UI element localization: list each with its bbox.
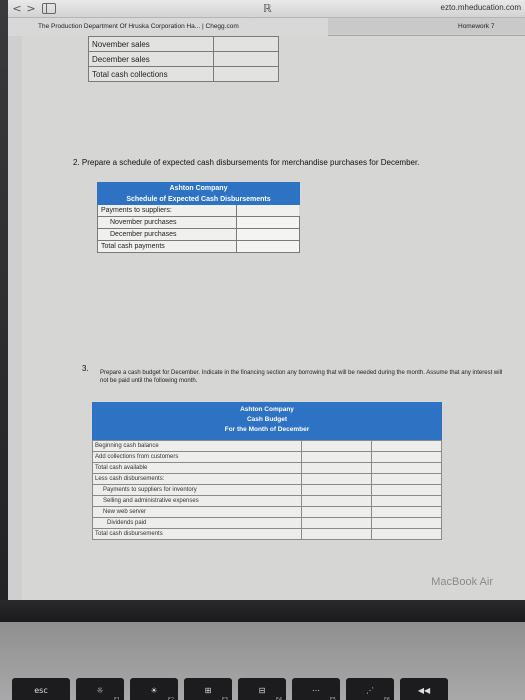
- amount-input[interactable]: [372, 452, 442, 463]
- amount-input[interactable]: [372, 441, 442, 452]
- row-label: Selling and administrative expenses: [93, 496, 302, 507]
- amount-input[interactable]: [214, 67, 279, 82]
- amount-input[interactable]: [372, 463, 442, 474]
- tab-homework[interactable]: Homework 7: [458, 23, 495, 30]
- amount-input[interactable]: [237, 241, 300, 253]
- row-label: Add collections from customers: [93, 452, 302, 463]
- device-label: MacBook Air: [431, 576, 493, 588]
- table-row: [93, 496, 442, 507]
- back-button[interactable]: <: [12, 2, 22, 15]
- esc-key[interactable]: [12, 678, 70, 700]
- blank-cell: [372, 507, 442, 518]
- amount-input[interactable]: [302, 441, 372, 452]
- amount-input[interactable]: [372, 529, 442, 540]
- rewind-icon: ◀◀: [417, 686, 431, 695]
- table-row: [93, 463, 442, 474]
- amount-input[interactable]: [302, 463, 372, 474]
- row-label: Dividends paid: [93, 518, 302, 529]
- amount-input[interactable]: [237, 217, 300, 229]
- key-sublabel: F3: [221, 697, 228, 700]
- amount-input[interactable]: [302, 496, 372, 507]
- table-row: [93, 485, 442, 496]
- blank-cell: [302, 474, 372, 485]
- keyboard-light-down-key[interactable]: [292, 678, 340, 700]
- forward-button[interactable]: >: [26, 2, 36, 15]
- table-row: [93, 452, 442, 463]
- launchpad-key[interactable]: [238, 678, 286, 700]
- table-row: [98, 205, 300, 217]
- brightness-down-key[interactable]: [76, 678, 124, 700]
- reader-icon[interactable]: ℝ: [263, 2, 272, 15]
- question-3-text: Prepare a cash budget for December. Indicate in the financing section any borrowing that will be needed during the month. Assume that any interest will not be paid until the following month.: [100, 370, 503, 384]
- row-label: Total cash payments: [98, 241, 237, 253]
- brightness-down-icon: ☼: [96, 686, 104, 695]
- row-label: Total cash available: [93, 463, 302, 474]
- row-label: Payments to suppliers:: [98, 205, 237, 217]
- table-row: [93, 529, 442, 540]
- mission-control-icon: ⊞: [204, 686, 212, 695]
- amount-input[interactable]: [302, 485, 372, 496]
- table-row: [93, 441, 442, 452]
- tab-bar: [8, 18, 525, 36]
- brightness-up-icon: ☀: [150, 686, 158, 695]
- cash-collections-table: [88, 36, 279, 82]
- address-bar[interactable]: ezto.mheducation.com: [440, 3, 521, 12]
- row-label: November sales: [89, 37, 214, 52]
- key-label: esc: [34, 686, 48, 695]
- table-title: Schedule of Expected Cash Disbursements: [98, 194, 300, 205]
- row-label: New web server: [93, 507, 302, 518]
- cash-budget-table: [92, 402, 442, 540]
- page-content: [22, 36, 525, 600]
- amount-input[interactable]: [302, 529, 372, 540]
- key-sublabel: F4: [275, 697, 282, 700]
- tab-chegg[interactable]: The Production Department Of Hruska Corporation Ha... | Chegg.com: [8, 18, 328, 36]
- launchpad-icon: ⊟: [258, 686, 266, 695]
- amount-input[interactable]: [302, 452, 372, 463]
- key-sublabel: F6: [383, 697, 390, 700]
- table-row: [98, 229, 300, 241]
- bezel: [0, 600, 525, 622]
- browser-toolbar: [8, 0, 525, 18]
- table-row: [98, 217, 300, 229]
- table-title: Cash Budget: [246, 416, 288, 423]
- amount-input[interactable]: [214, 52, 279, 67]
- table-period: For the Month of December: [224, 426, 310, 433]
- amount-input[interactable]: [302, 518, 372, 529]
- question-3-number: 3.: [82, 364, 89, 373]
- key-sublabel: F2: [167, 697, 174, 700]
- screen: [8, 0, 525, 600]
- amount-input[interactable]: [214, 37, 279, 52]
- key-sublabel: F5: [329, 697, 336, 700]
- table-row: [89, 37, 279, 52]
- mission-control-key[interactable]: [184, 678, 232, 700]
- blank-cell: [372, 496, 442, 507]
- question-2-text: 2. Prepare a schedule of expected cash disbursements for merchandise purchases for December.: [73, 158, 420, 167]
- row-label: December purchases: [98, 229, 237, 241]
- sidebar-icon[interactable]: [42, 3, 56, 14]
- table-row: [93, 474, 442, 485]
- table-header: [92, 402, 442, 440]
- cash-budget-rows: [92, 440, 442, 540]
- row-label: Beginning cash balance: [93, 441, 302, 452]
- row-label: Payments to suppliers for inventory: [93, 485, 302, 496]
- blank-cell: [372, 518, 442, 529]
- amount-input[interactable]: [302, 507, 372, 518]
- table-company: Ashton Company: [240, 406, 294, 413]
- keyboard-light-up-icon: ⋰: [366, 686, 374, 695]
- blank-cell: [372, 474, 442, 485]
- key-sublabel: F1: [113, 697, 120, 700]
- blank-cell: [372, 485, 442, 496]
- table-row: [98, 241, 300, 253]
- keyboard-light-up-key[interactable]: [346, 678, 394, 700]
- row-label: Total cash collections: [89, 67, 214, 82]
- brightness-up-key[interactable]: [130, 678, 178, 700]
- amount-input[interactable]: [237, 229, 300, 241]
- row-label: November purchases: [98, 217, 237, 229]
- keyboard: [0, 622, 525, 700]
- table-row: [89, 52, 279, 67]
- row-label: Less cash disbursements:: [93, 474, 302, 485]
- row-label: December sales: [89, 52, 214, 67]
- row-label: Total cash disbursements: [93, 529, 302, 540]
- table-row: [89, 67, 279, 82]
- rewind-key[interactable]: [400, 678, 448, 700]
- blank-cell: [237, 205, 300, 217]
- keyboard-light-down-icon: ⋯: [312, 686, 320, 695]
- disbursements-table: [97, 182, 300, 253]
- table-company: Ashton Company: [98, 183, 300, 194]
- table-row: [93, 518, 442, 529]
- table-row: [93, 507, 442, 518]
